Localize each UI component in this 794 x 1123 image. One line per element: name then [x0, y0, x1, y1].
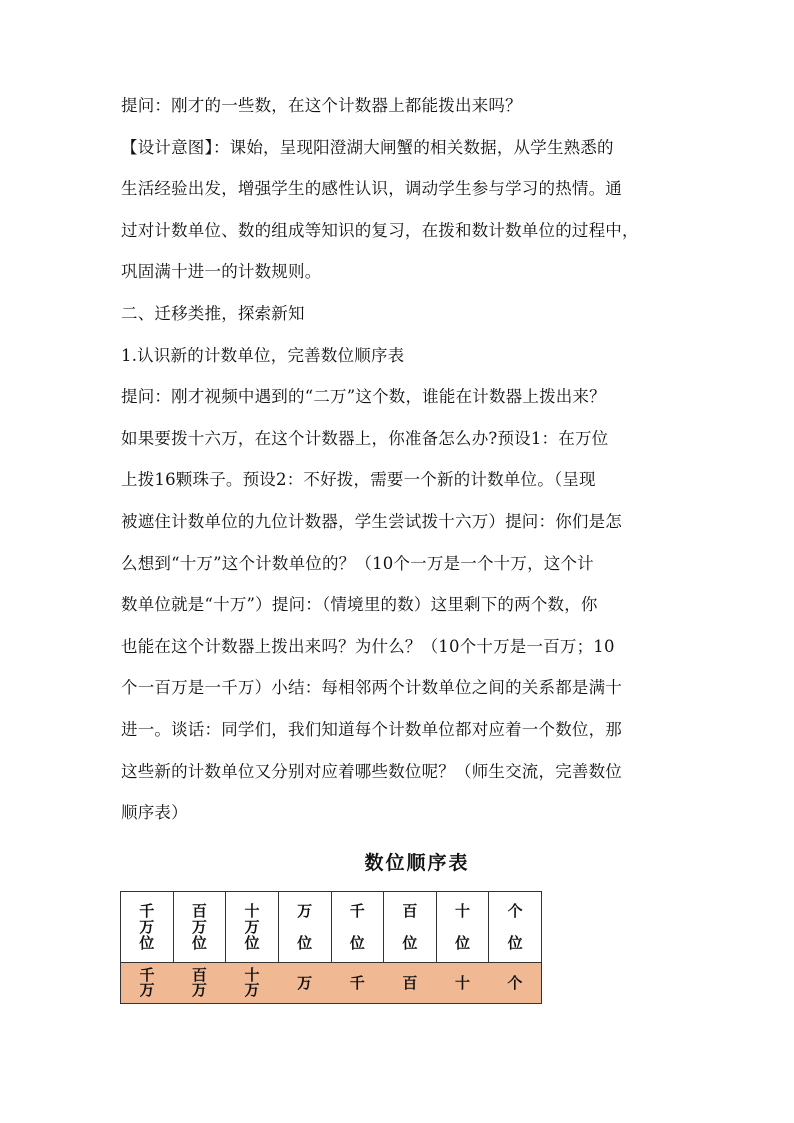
place-cell: 百 万 位 — [173, 892, 226, 963]
place-cell: 千 位 — [331, 892, 384, 963]
unit-row — [121, 963, 542, 1004]
lesson-text — [121, 96, 681, 845]
text-line: 如果要拨十六万，在这个计数器上，你准备怎么办?预设1：在万位 — [121, 428, 609, 448]
text-line: 顺序表） — [121, 803, 188, 823]
text-line: 巩固满十进一的计数规则。 — [121, 262, 322, 282]
place-cell: 个 位 — [489, 892, 542, 963]
text-line: 这些新的计数单位又分别对应着哪些数位呢？（师生交流，完善数位 — [121, 761, 622, 781]
text-line: 也能在这个计数器上拨出来吗？为什么？（10个十万是一百万；10 — [121, 636, 615, 656]
unit-cell: 百 万 — [173, 963, 226, 1004]
figure-title: 数位顺序表 — [364, 852, 470, 874]
text-line: 被遮住计数单位的九位计数器，学生尝试拨十六万）提问：你们是怎 — [121, 511, 622, 531]
subsection-heading: 1.认识新的计数单位，完善数位顺序表 — [121, 345, 405, 365]
text-line: 个一百万是一千万）小结：每相邻两个计数单位之间的关系都是满十 — [121, 678, 622, 698]
text-line: 生活经验出发，增强学生的感性认识，调动学生参与学习的热情。通 — [121, 179, 622, 199]
unit-cell: 千 — [331, 963, 384, 1004]
text-line: 过对计数单位、数的组成等知识的复习，在拨和数计数单位的过程中， — [121, 220, 639, 240]
place-cell: 千 万 位 — [121, 892, 174, 963]
text-line: 提问：刚才的一些数，在这个计数器上都能拨出来吗？ — [121, 96, 522, 115]
text-line: 进一。谈话：同学们，我们知道每个计数单位都对应着一个数位，那 — [121, 719, 622, 739]
text-line: 数单位就是“十万”）提问：（情境里的数）这里剩下的两个数，你 — [121, 595, 598, 615]
place-cell: 万 位 — [278, 892, 331, 963]
unit-cell: 千 万 — [121, 963, 174, 1004]
section-heading: 二、迁移类推，探索新知 — [121, 303, 305, 323]
text-line: 么想到“十万”这个计数单位的？（10个一万是一个十万，这个计 — [121, 553, 594, 573]
place-value-table-figure — [120, 891, 542, 1004]
place-row — [121, 892, 542, 963]
place-cell: 十 万 位 — [226, 892, 279, 963]
text-line: 【设计意图】：课始，呈现阳澄湖大闸蟹的相关数据，从学生熟悉的 — [121, 137, 614, 157]
unit-cell: 百 — [384, 963, 437, 1004]
unit-cell: 十 — [436, 963, 489, 1004]
unit-cell: 个 — [489, 963, 542, 1004]
place-cell: 百 位 — [384, 892, 437, 963]
unit-cell: 万 — [278, 963, 331, 1004]
text-line: 提问：刚才视频中遇到的“二万”这个数，谁能在计数器上拨出来？ — [121, 387, 606, 407]
place-value-table — [120, 891, 542, 1004]
unit-cell: 十 万 — [226, 963, 279, 1004]
place-cell: 十 位 — [436, 892, 489, 963]
text-line: 上拨16颗珠子。预设2：不好拨，需要一个新的计数单位。（呈现 — [121, 470, 596, 490]
